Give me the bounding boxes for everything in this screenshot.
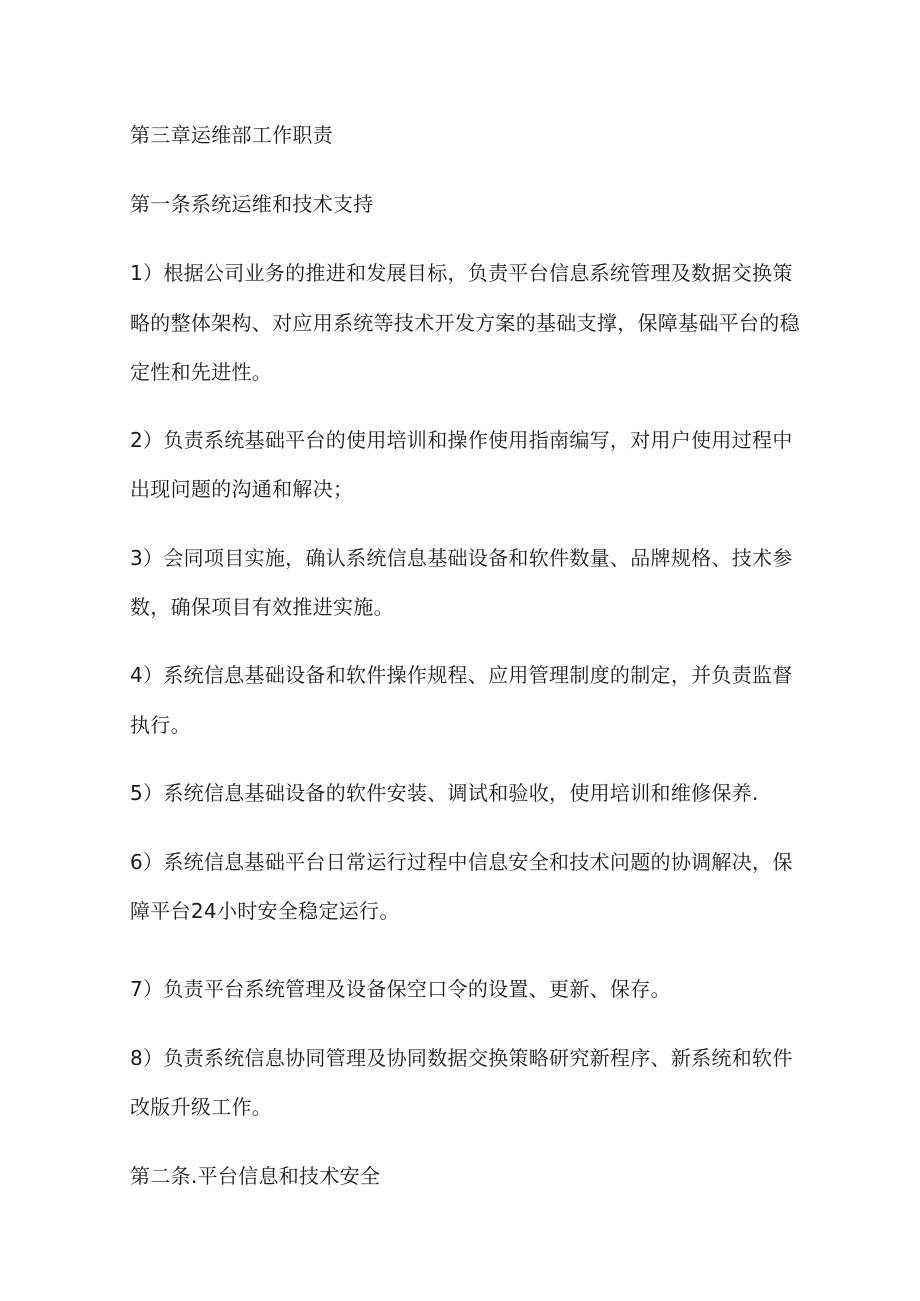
item-4-line-1: 4）系统信息基础设备和软件操作规程、应用管理制度的制定，并负责监督 [130,663,793,687]
item-3-line-2: 数，确保项目有效推进实施。 [130,595,394,619]
item-7-line-1: 7）负责平台系统管理及设备保空口令的设置、更新、保存。 [130,977,671,1001]
item-1-line-3: 定性和先进性。 [130,360,273,384]
article-2-title: 第二条.平台信息和技术安全 [130,1164,381,1188]
item-6-line-1: 6）系统信息基础平台日常运行过程中信息安全和技术问题的协调解决，保 [130,850,793,874]
chapter-title: 第三章运维部工作职责 [130,123,333,147]
item-8-line-1: 8）负责系统信息协同管理及协同数据交换策略研究新程序、新系统和软件 [130,1046,793,1070]
article-1-title: 第一条系统运维和技术支持 [130,192,374,216]
item-4-line-2: 执行。 [130,713,191,737]
item-8-line-2: 改版升级工作。 [130,1095,273,1119]
item-1-line-2: 略的整体架构、对应用系统等技术开发方案的基础支撑，保障基础平台的稳 [130,311,800,335]
item-2-line-2: 出现问题的沟通和解决； [130,477,354,501]
item-6-line-2: 障平台24小时安全稳定运行。 [130,899,400,923]
item-3-line-1: 3）会同项目实施，确认系统信息基础设备和软件数量、品牌规格、技术参 [130,546,793,570]
item-1-line-1: 1）根据公司业务的推进和发展目标，负责平台信息系统管理及数据交换策 [130,261,793,285]
item-2-line-1: 2）负责系统基础平台的使用培训和操作使用指南编写，对用户使用过程中 [130,428,793,452]
item-5-line-1: 5）系统信息基础设备的软件安装、调试和验收，使用培训和维修保养. [130,781,759,805]
